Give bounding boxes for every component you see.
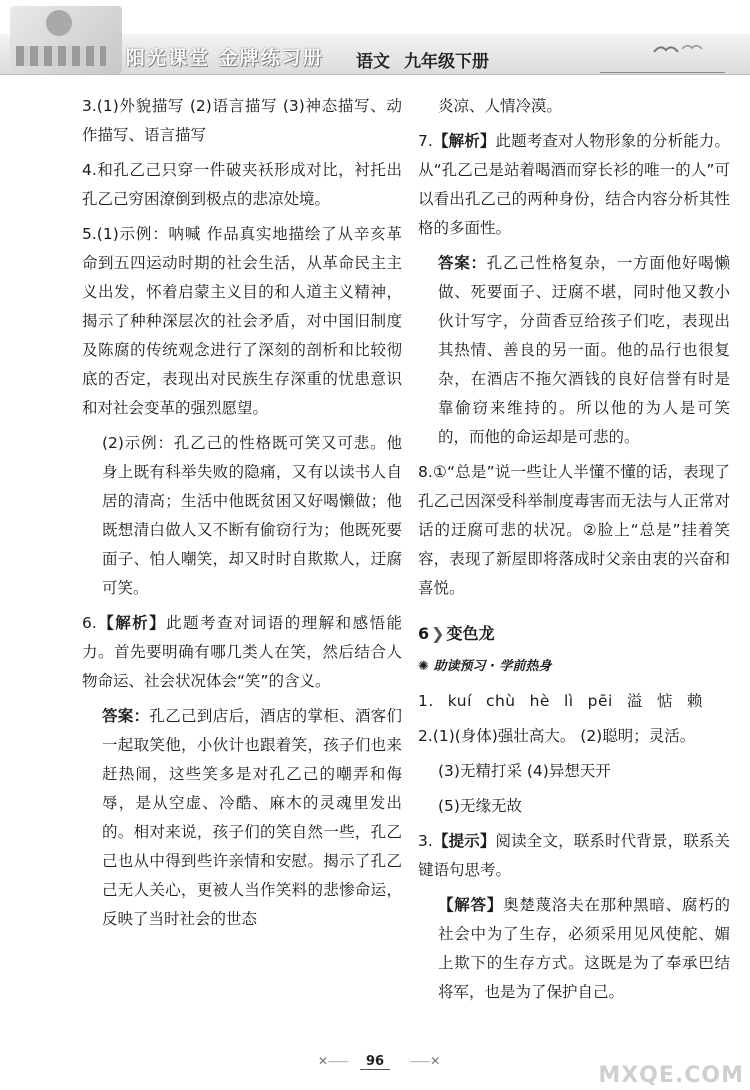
hint-text: 阅读全文，联系时代背景，联系关键语句思考。 xyxy=(418,832,730,879)
birds-icon xyxy=(652,40,712,64)
vocab-answer-b: (3)无精打采 (4)异想天开 xyxy=(438,762,611,780)
subject-label: 语文 xyxy=(356,52,390,72)
answer-p3-solution xyxy=(418,891,730,1007)
footer-ornament-left-icon: ✕⸺ xyxy=(318,1054,349,1068)
subheading-text: 助读预习 · 学前热身 xyxy=(433,659,552,674)
pinyin-answers xyxy=(418,687,730,716)
grade-label: 九年级下册 xyxy=(404,52,489,72)
analysis-tag: 【解析】 xyxy=(96,614,167,632)
right-column xyxy=(418,92,730,1013)
pinyin-item: 溢 xyxy=(626,692,643,710)
left-column xyxy=(82,92,402,940)
footer-ornament-right-icon: ⸺✕ xyxy=(410,1054,441,1068)
answer-7-answer xyxy=(418,249,730,452)
analysis-tag: 【解析】 xyxy=(432,132,496,150)
answer-5-part1: 5.(1)示例：呐喊 作品真实地描绘了从辛亥革命到五四运动时期的社会生活，从革命民主主义出发，怀着启蒙主义目的和人道主义精神，揭示了种种深层次的社会矛盾，对中国旧制度及陈腐的传统观念进行了深刻的剖析和比较彻底的否定，表现出对民族生存深重的忧患意识和对社会变革的强烈愿望。 xyxy=(82,225,402,417)
page-number-box xyxy=(345,1050,405,1074)
answer-6-answer xyxy=(82,702,402,934)
pinyin-item: kuí xyxy=(447,692,472,710)
answer-6-continued: 炎凉、人情冷漠。 xyxy=(438,97,563,115)
birds-ornament-icon xyxy=(652,40,712,60)
analysis-text: 此题考查对词语的理解和感悟能力。首先要明确有哪几类人在笑，然后结合人物命运、社会状况体会“笑”的含义。 xyxy=(82,614,402,690)
lesson-number: 6 xyxy=(418,624,430,643)
header-rule xyxy=(600,72,725,73)
pinyin-item: 赖 xyxy=(686,692,703,710)
chevron-right-icon: ❯ xyxy=(431,624,445,643)
section-subheading xyxy=(418,652,730,681)
answer-tag: 答案： xyxy=(438,254,487,272)
lesson-title: 变色龙 xyxy=(446,624,495,643)
pinyin-item: hè xyxy=(529,692,550,710)
answer-p3-hint xyxy=(418,827,730,885)
pinyin-item: 惦 xyxy=(656,692,673,710)
answer-7-analysis xyxy=(418,127,730,243)
hint-tag: 【提示】 xyxy=(432,832,496,850)
analysis-text: 此题考查对人物形象的分析能力。从“孔乙己是站着喝酒而穿长衫的唯一的人”可以看出孔乙己的两种身份，结合内容分析其性格的多面性。 xyxy=(418,132,730,237)
page-number: 96 xyxy=(360,1054,390,1070)
pinyin-item: pēi xyxy=(587,692,613,710)
pinyin-number: 1. xyxy=(418,692,434,710)
series-logo-icon xyxy=(10,6,122,74)
page-header xyxy=(0,0,750,92)
answer-4: 4.和孔乙己只穿一件破夹袄形成对比，衬托出孔乙己穷困潦倒到极点的悲凉处境。 xyxy=(82,161,402,208)
answer-5-part2: (2)示例：孔乙己的性格既可笑又可悲。他身上既有科举失败的隐痛，又有以读书人自居的清高；生活中他既贫困又好喝懒做；他既想清白做人又不断有偷窃行为；他既死要面子、怕人嘲笑，却又时时自欺欺人，迂腐可笑。 xyxy=(102,434,402,597)
solution-tag: 【解答】 xyxy=(438,896,504,914)
answer-6-analysis xyxy=(82,609,402,696)
answer-8: 8.①“总是”说一些让人半懂不懂的话，表现了孔乙己因深受科举制度毒害而无法与人正常对话的迂腐可悲的状况。②脸上“总是”挂着笑容，表现了新屋即将落成时父亲由衷的兴奋和喜悦。 xyxy=(418,463,730,597)
pinyin-item: chù xyxy=(485,692,516,710)
answer-3: 3.(1)外貌描写 (2)语言描写 (3)神态描写、动作描写、语言描写 xyxy=(82,97,402,144)
vocab-answer-c: (5)无缘无故 xyxy=(438,797,522,815)
answer-6-number: 6. xyxy=(82,614,97,632)
solution-text: 奥楚蔑洛夫在那种黑暗、腐朽的社会中为了生存，必须采用见风使舵、媚上欺下的生存方式。这既是为了奉承巴结将军，也是为了保护自己。 xyxy=(438,896,730,1001)
site-watermark: MXQE.COM xyxy=(598,1063,744,1088)
answer-tag: 答案： xyxy=(102,707,150,725)
vocab-answer-a: 2.(1)(身体)强壮高大。 (2)聪明；灵活。 xyxy=(418,727,696,745)
answer-p3-number: 3. xyxy=(418,832,433,850)
answer-text: 孔乙己性格复杂，一方面他好喝懒做、死要面子、迂腐不堪，同时他又教小伙计写字，分茴香豆给孩子们吃，表现出其热情、善良的另一面。他的品行也很复杂，在酒店不拖欠酒钱的良好信誉有时是靠偷窃来维持的。所以他的为人是可笑的，而他的命运却是可悲的。 xyxy=(438,254,730,446)
answer-text: 孔乙己到店后，酒店的掌柜、酒客们一起取笑他，小伙计也跟着笑，孩子们也来赶热闹，这些笑多是对孔乙己的嘲弄和侮辱，是从空虚、冷酷、麻木的灵魂里发出的。相对来说，孩子们的笑自然一些，孔乙己也从中得到些许亲情和安慰。揭示了孔乙己无人关心，更被人当作笑料的悲惨命运，反映了当时社会的世态 xyxy=(102,707,402,928)
answer-7-number: 7. xyxy=(418,132,433,150)
lesson-heading xyxy=(418,619,730,648)
series-title: 阳光课堂 金牌练习册 xyxy=(126,47,324,69)
pinyin-item: lì xyxy=(563,692,574,710)
star-icon: ✺ xyxy=(418,659,429,674)
